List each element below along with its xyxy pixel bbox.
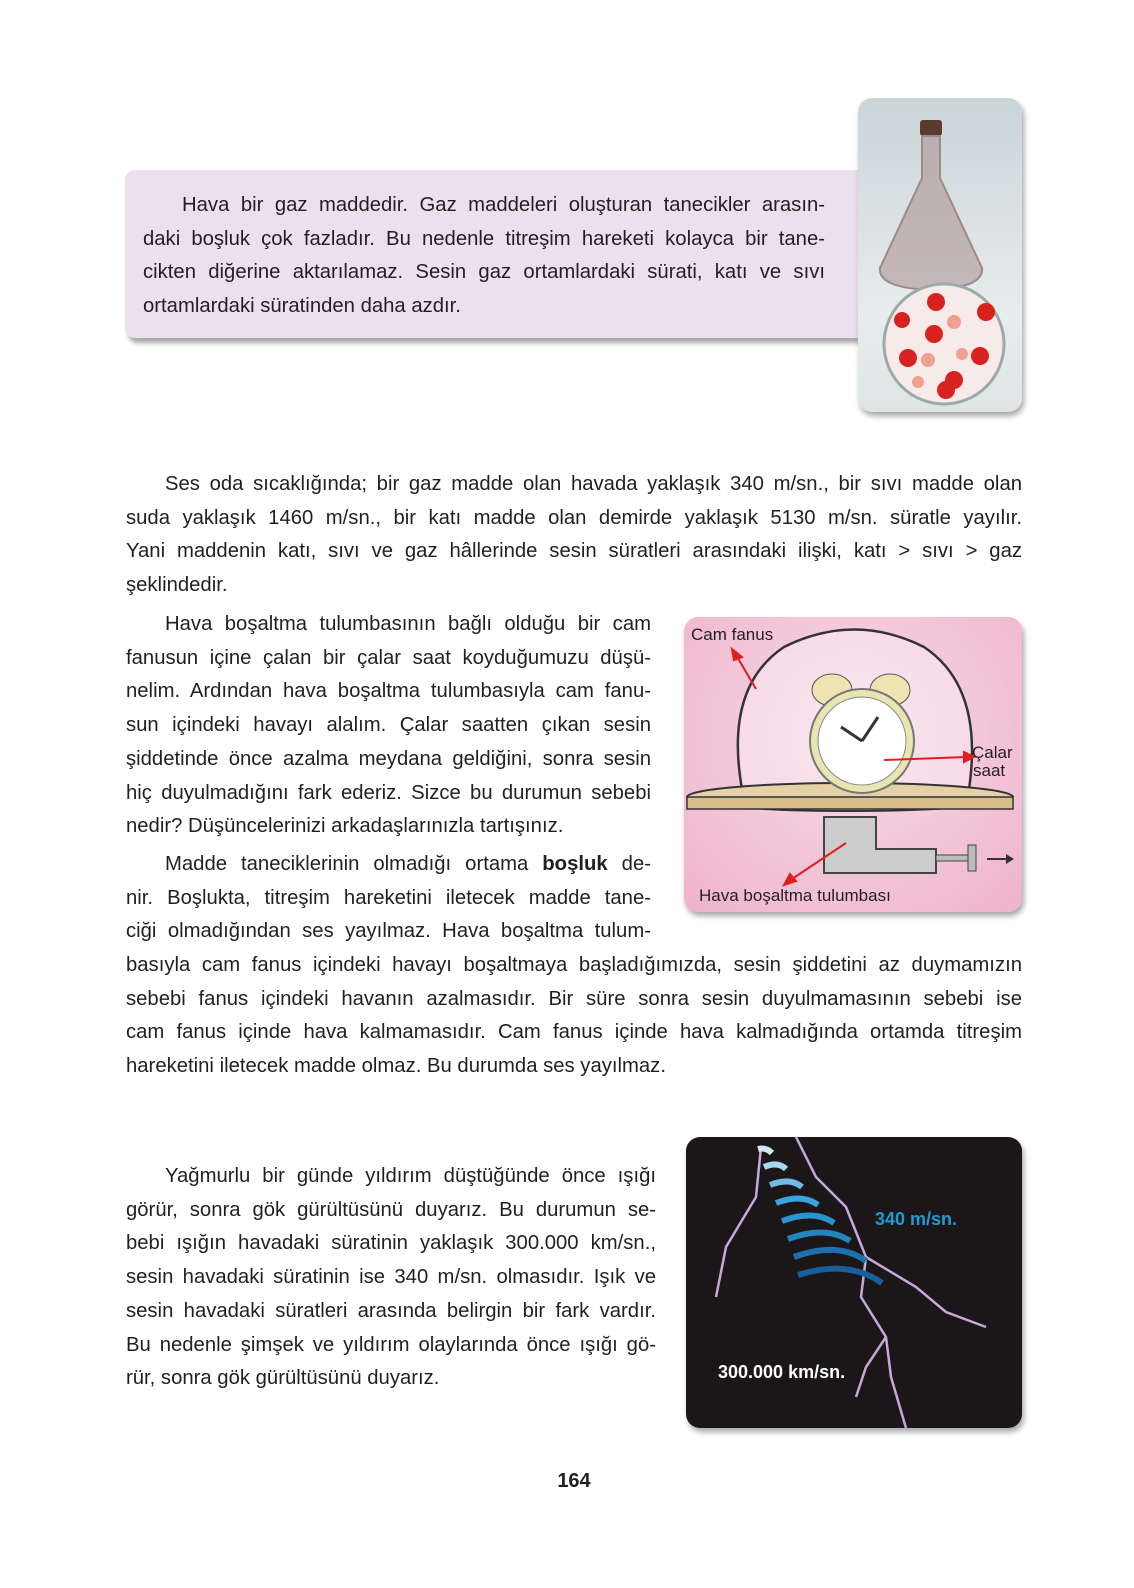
page-number: 164: [557, 1470, 591, 1492]
paragraph-2-line: nedir? Düşüncelerinizi arkadaşlarınızla tartışınız.: [126, 815, 564, 838]
paragraph-1-line: şeklindedir.: [126, 574, 228, 597]
paragraph-3-line: nir. Boşlukta, titreşim hareketini iletecek madde tane-: [126, 886, 651, 909]
text-segment: Madde taneciklerinin olmadığı ortama: [165, 853, 543, 875]
calar-saat-label-2: saat: [973, 761, 1006, 780]
lightning-bolt-icon: [686, 1137, 1022, 1428]
paragraph-1-line: Yani maddenin katı, sıvı ve gaz hâllerinde sesin süratleri arasındaki ilişki, katı > sıvı > gaz: [126, 540, 1022, 563]
info-box-line: Hava bir gaz maddedir. Gaz maddeleri oluşturan tanecikler arasın-: [182, 194, 825, 216]
info-box-line: ortamlardaki süratinden daha azdır.: [143, 295, 461, 318]
info-box-line: daki boşluk çok fazladır. Bu nedenle titreşim hareketi kolayca bir tane-: [143, 227, 825, 250]
sound-speed-label: 340 m/sn.: [875, 1209, 958, 1229]
paragraph-4-line: bebi ışığın havadaki süratinin yaklaşık 300.000 km/sn.,: [126, 1232, 656, 1255]
paragraph-2-line: şiddetinde önce azalma meydana geldiğini, sonra sesin: [126, 747, 651, 770]
alarm-clock-icon: [810, 674, 914, 793]
paragraph-3-line: hareketini iletecek madde olmaz. Bu durumda ses yayılmaz.: [126, 1055, 666, 1078]
lightning-figure: [686, 1137, 1022, 1428]
bell-jar-figure: [684, 617, 1022, 912]
paragraph-3-line: cam fanus içinde hava kalmamasıdır. Cam fanus içinde hava kalmadığında ortamda titreşim: [126, 1021, 1022, 1044]
info-box-line: cikten diğerine aktarılamaz. Sesin gaz ortamlardaki sürati, katı ve sıvı: [143, 261, 825, 284]
paragraph-4-line: Yağmurlu bir günde yıldırım düştüğünde önce ışığı: [165, 1165, 656, 1187]
bold-term: boşluk: [542, 853, 608, 875]
paragraph-2-line: hiç duyulmadığını fark ederiz. Sizce bu durumun sebebi: [126, 781, 651, 804]
text-segment: de-: [607, 853, 651, 875]
pump-label: Hava boşaltma tulumbası: [699, 886, 891, 905]
paragraph-2-line: nelim. Ardından hava boşaltma tulumbasıyla cam fanu-: [126, 680, 651, 703]
paragraph-4-line: sesin havadaki süratinin ise 340 m/sn. olmasıdır. Işık ve: [126, 1266, 656, 1289]
paragraph-3-line: basıyla cam fanus içindeki havayı boşaltmaya başladığımızda, sesin şiddetini az duymamızın: [126, 954, 1022, 976]
cam-fanus-label: Cam fanus: [691, 625, 774, 644]
sound-wave-icon: [758, 1149, 882, 1284]
paragraph-4-line: Bu nedenle şimşek ve yıldırım olaylarında önce ışığı gö-: [126, 1333, 656, 1356]
paragraph-3-line: [165, 851, 651, 877]
bell-jar-illustration: [684, 617, 1022, 912]
flask-particles-image: [858, 98, 1022, 412]
paragraph-4-line: görür, sonra gök gürültüsünü duyarız. Bu durumun se-: [126, 1198, 656, 1221]
paragraph-2-line: fanusun içine çalan bir çalar saat koyduğumuzu düşü-: [126, 646, 651, 669]
paragraph-2-line: Hava boşaltma tulumbasının bağlı olduğu bir cam: [165, 613, 651, 635]
paragraph-4-line: rür, sonra gök gürültüsünü duyarız.: [126, 1367, 440, 1390]
paragraph-3-line: ciği olmadığından ses yayılmaz. Hava boşaltma tulum-: [126, 920, 651, 943]
flask-icon: [858, 98, 1022, 412]
paragraph-2-line: sun içindeki havayı alalım. Çalar saatten çıkan sesin: [126, 714, 651, 737]
paragraph-3-line: sebebi fanus içindeki havanın azalmasıdır. Bir süre sonra sesin duyulmamasının sebebi ise: [126, 987, 1022, 1010]
paragraph-1-line: Ses oda sıcaklığında; bir gaz madde olan havada yaklaşık 340 m/sn., bir sıvı madde olan: [165, 473, 1022, 495]
paragraph-4-line: sesin havadaki süratleri arasında belirgin bir fark vardır.: [126, 1299, 656, 1322]
light-speed-label: 300.000 km/sn.: [718, 1362, 846, 1382]
calar-saat-label-1: Çalar: [972, 743, 1013, 762]
paragraph-1-line: suda yaklaşık 1460 m/sn., bir katı madde olan demirde yaklaşık 5130 m/sn. süratle yayılır.: [126, 506, 1022, 529]
